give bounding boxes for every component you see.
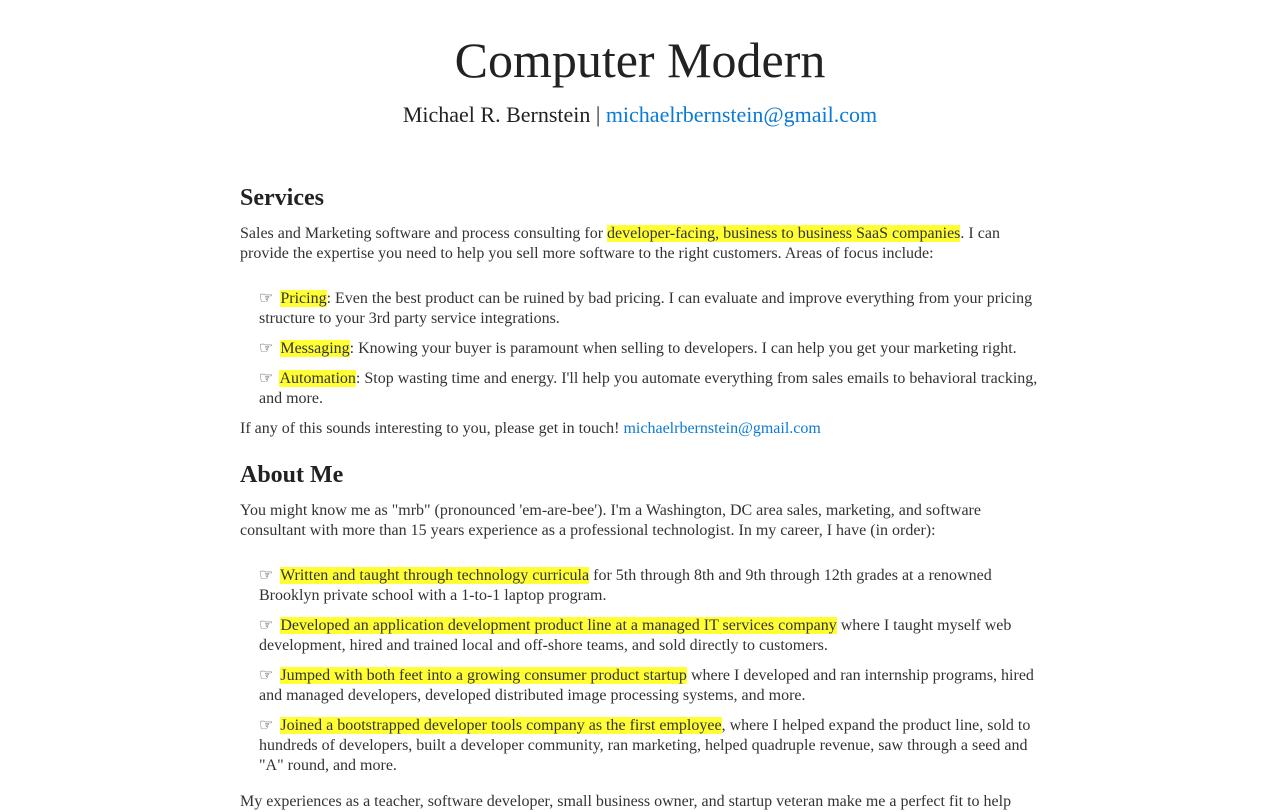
services-intro-highlight: developer-facing, business to business SaaS companies (607, 225, 961, 242)
services-intro-text-end: . I can provide the expertise you need to help you sell more software to the right customers. Areas of focus include: (240, 225, 1000, 262)
list-item (259, 666, 1040, 706)
list-item-text: , where I helped expand the product line, sold to hundreds of developers, built a developer community, ran marketing, helped quadruple revenue, saw through a seed and "A" round, and more. (259, 717, 1031, 774)
list-item-highlight: Automation (279, 370, 356, 387)
list-item (259, 369, 1040, 409)
contact-paragraph (240, 419, 1040, 439)
page-title: Computer Modern (454, 32, 826, 88)
services-list (240, 289, 1040, 409)
list-item-text: where I taught myself web development, hired and trained local and off-shore teams, and sold directly to customers. (259, 617, 1012, 654)
services-heading: Services (240, 185, 324, 211)
pointing-hand-icon: ☞ (259, 370, 274, 387)
list-item-highlight: Messaging (280, 340, 350, 357)
list-item (259, 566, 1040, 606)
list-item-highlight: Written and taught through technology curricula (280, 567, 590, 584)
page (240, 0, 1040, 812)
pointing-hand-icon: ☞ (259, 617, 274, 634)
list-item-text: : Knowing your buyer is paramount when selling to developers. I can help you get your marketing right. (349, 340, 1017, 357)
list-item (259, 289, 1040, 329)
list-item-text: for 5th through 8th and 9th through 12th grades at a renowned Brooklyn private school with a 1-to-1 laptop program. (259, 567, 992, 604)
list-item-highlight: Jumped with both feet into a growing consumer product startup (280, 667, 687, 684)
header-email-link[interactable]: michaelrbernstein@gmail.com (605, 102, 878, 127)
list-item-text: where I developed and ran internship programs, hired and managed developers, developed distributed image processing systems, and more. (259, 667, 1034, 704)
author-name: Michael R. Bernstein (402, 102, 591, 127)
byline (240, 102, 1040, 128)
pointing-hand-icon: ☞ (259, 340, 274, 357)
list-item (259, 716, 1040, 776)
about-closing: My experiences as a teacher, software developer, small business owner, and startup veteran make me a perfect fit to help (240, 793, 1012, 810)
pointing-hand-icon: ☞ (259, 290, 274, 307)
contact-text: If any of this sounds interesting to you, please get in touch! (240, 420, 624, 437)
list-item-text: : Stop wasting time and energy. I'll help you automate everything from sales emails to behavioral tracking, and more. (259, 370, 1038, 407)
list-item-text: : Even the best product can be ruined by bad pricing. I can evaluate and improve everything from your pricing structure to your 3rd party service integrations. (259, 290, 1033, 327)
list-item (259, 616, 1040, 656)
pointing-hand-icon: ☞ (259, 717, 274, 734)
services-intro (240, 224, 1040, 264)
byline-separator: | (595, 102, 601, 127)
list-item-highlight: Developed an application development product line at a managed IT services company (280, 617, 837, 634)
pointing-hand-icon: ☞ (259, 567, 274, 584)
about-list (240, 566, 1040, 776)
about-intro: You might know me as "mrb" (pronounced 'em-are-bee'). I'm a Washington, DC area sales, marketing, and software consultant with more than 15 years experience as a professional technologist. In my career, I have (in order): (240, 502, 981, 539)
list-item-highlight: Joined a bootstrapped developer tools company as the first employee (280, 717, 722, 734)
about-heading: About Me (240, 462, 344, 488)
list-item (259, 339, 1040, 359)
services-intro-text: Sales and Marketing software and process consulting for (240, 225, 608, 242)
pointing-hand-icon: ☞ (259, 667, 274, 684)
contact-email-link[interactable]: michaelrbernstein@gmail.com (623, 420, 821, 437)
list-item-highlight: Pricing (280, 290, 327, 307)
